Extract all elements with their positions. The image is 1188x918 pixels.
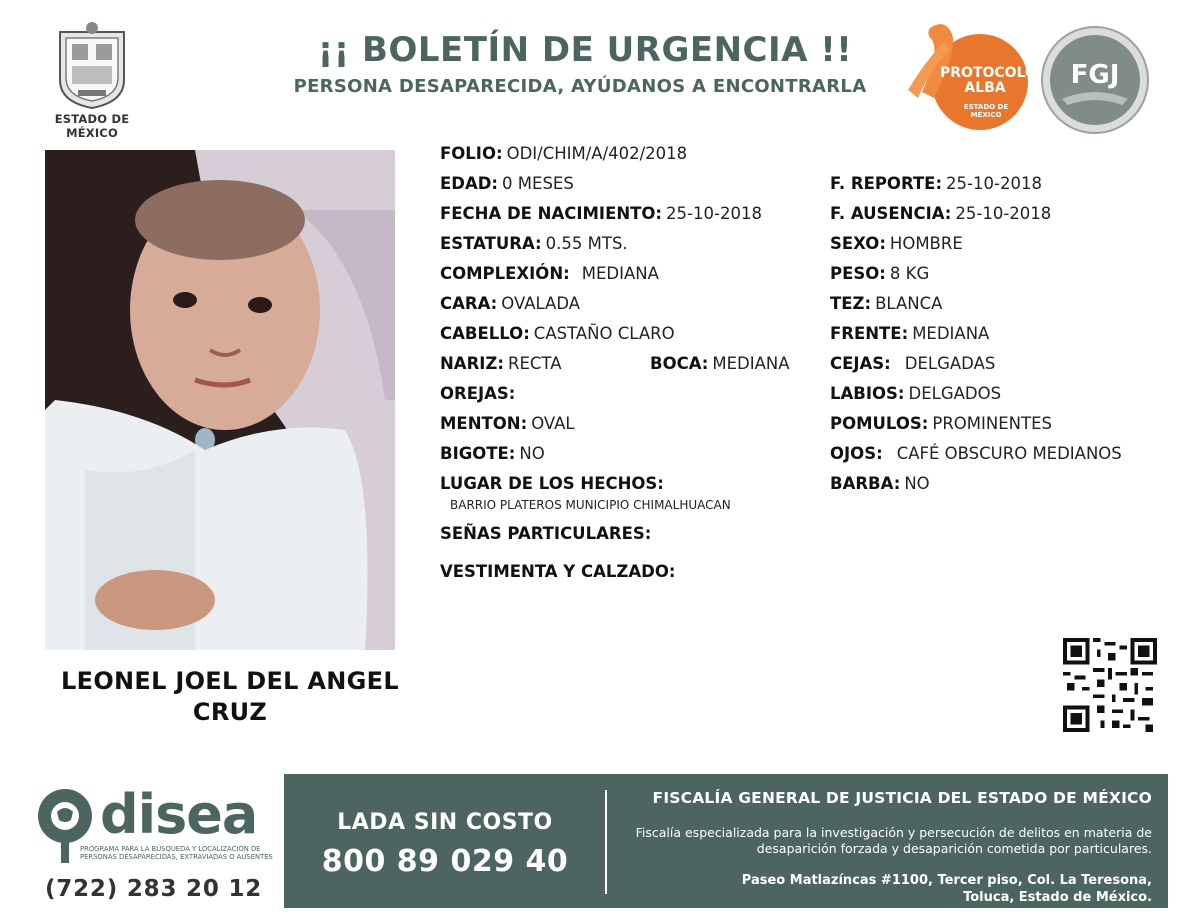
field-menton: MENTON: OVAL: [440, 414, 575, 433]
field-barba: BARBA: NO: [830, 474, 930, 493]
field-peso: PESO: 8 KG: [830, 264, 930, 283]
field-sexo: SEXO: HOMBRE: [830, 234, 963, 253]
field-cabello: CABELLO: CASTAÑO CLARO: [440, 324, 675, 343]
field-fecha-nacimiento: FECHA DE NACIMIENTO: 25-10-2018: [440, 204, 762, 223]
field-orejas: OREJAS:: [440, 384, 516, 403]
field-edad: EDAD: 0 MESES: [440, 174, 574, 193]
toll-free-label: LADA SIN COSTO: [337, 810, 553, 835]
field-labios: LABIOS: DELGADOS: [830, 384, 1002, 403]
field-bigote: BIGOTE: NO: [440, 444, 545, 463]
field-pomulos: POMULOS: PROMINENTES: [830, 414, 1052, 433]
field-estatura: ESTATURA: 0.55 MTS.: [440, 234, 628, 253]
field-frente: FRENTE: MEDIANA: [830, 324, 990, 343]
missing-person-photo: [45, 150, 395, 650]
field-f-ausencia: F. AUSENCIA: 25-10-2018: [830, 204, 1052, 223]
field-complexion: COMPLEXIÓN: MEDIANA: [440, 264, 659, 283]
field-vestimenta: VESTIMENTA Y CALZADO:: [440, 562, 676, 581]
field-tez: TEZ: BLANCA: [830, 294, 943, 313]
local-phone-number[interactable]: (722) 283 20 12: [45, 876, 263, 902]
state-coat-of-arms: [52, 20, 132, 110]
alba-subtitle: ESTADO DE MÉXICO: [963, 103, 1009, 119]
field-folio: FOLIO: ODI/CHIM/A/402/2018: [440, 144, 688, 163]
fiscalia-title: FISCALÍA GENERAL DE JUSTICIA DEL ESTADO DE MÉXICO: [652, 789, 1152, 807]
toll-free-number[interactable]: 800 89 029 40: [321, 844, 569, 879]
field-senas: SEÑAS PARTICULARES:: [440, 524, 652, 543]
odisea-description: PROGRAMA PARA LA BÚSQUEDA Y LOCALIZACIÓN DE PERSONAS DESAPARECIDAS, EXTRAVIADAS O AUSENTES: [80, 845, 273, 861]
person-name: LEONEL JOEL DEL ANGEL CRUZ: [61, 667, 399, 726]
odisea-wordmark: disea: [100, 783, 258, 846]
field-f-reporte: F. REPORTE: 25-10-2018: [830, 174, 1042, 193]
field-nariz: NARIZ: RECTA: [440, 354, 562, 373]
field-boca: BOCA: MEDIANA: [650, 354, 790, 373]
field-lugar-value: BARRIO PLATEROS MUNICIPIO CHIMALHUACAN: [450, 498, 731, 512]
field-lugar-label: LUGAR DE LOS HECHOS:: [440, 474, 664, 493]
bulletin-title: ¡¡ BOLETÍN DE URGENCIA !!: [317, 30, 853, 70]
fgj-label: FGJ: [1070, 60, 1120, 90]
fiscalia-address: Paseo Matlazíncas #1100, Tercer piso, Col. La Teresona, Toluca, Estado de México.: [741, 873, 1152, 905]
field-ojos: OJOS: CAFÉ OBSCURO MEDIANOS: [830, 444, 1122, 463]
field-cara: CARA: OVALADA: [440, 294, 581, 313]
state-label: ESTADO DE MÉXICO: [54, 112, 130, 140]
alba-title: PROTOCOLO ALBA: [940, 65, 1037, 96]
fiscalia-description: Fiscalía especializada para la investigación y persecución de delitos en materia de desaparición forzada y desaparición cometida por particulares.: [635, 825, 1152, 856]
band-divider: [605, 790, 607, 894]
qr-code[interactable]: [1063, 638, 1157, 732]
field-cejas: CEJAS: DELGADAS: [830, 354, 996, 373]
bulletin-subtitle: PERSONA DESAPARECIDA, AYÚDANOS A ENCONTRARLA: [293, 76, 867, 97]
